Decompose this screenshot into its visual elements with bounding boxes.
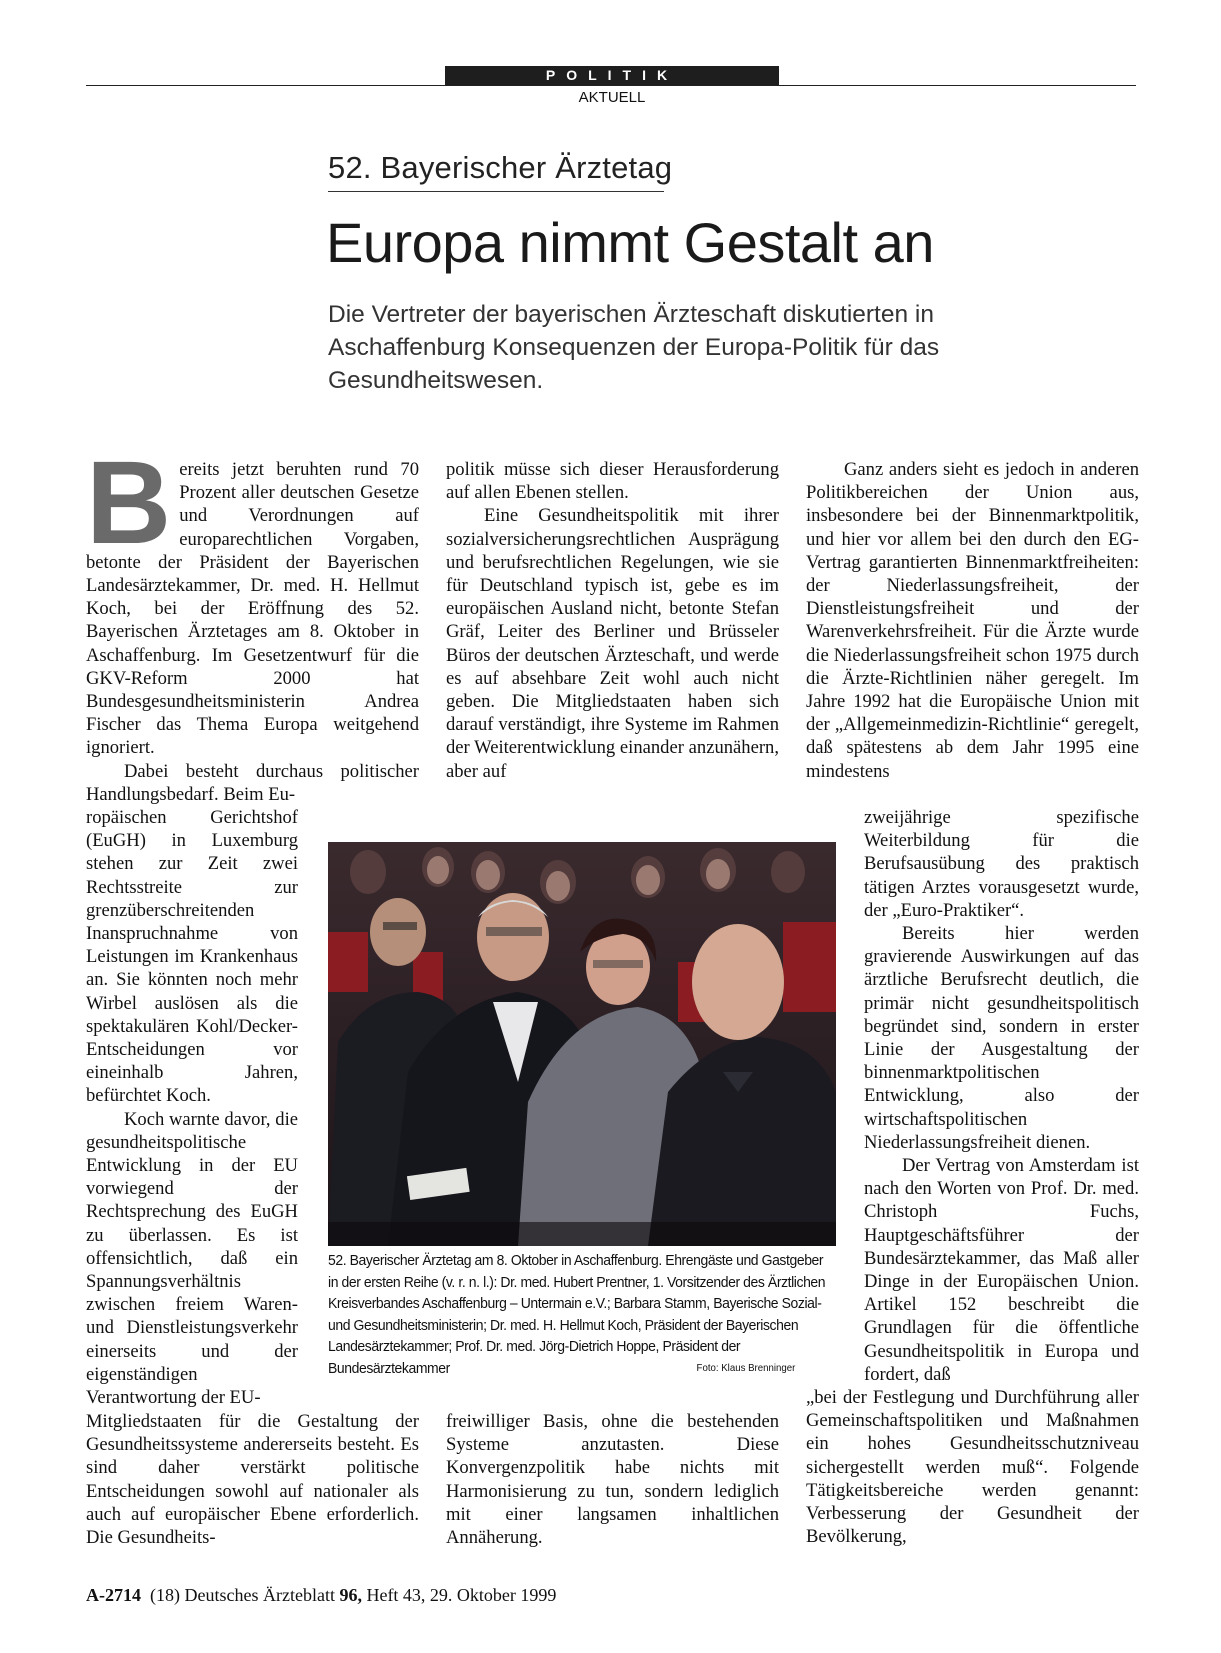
column-1-bottom: [86, 1410, 419, 1549]
journal-volume: 96,: [339, 1585, 362, 1605]
column-1-top: [86, 437, 419, 806]
paragraph: Der Vertrag von Amsterdam ist nach den Worten von Prof. Dr. med. Christoph Fuchs, Hauptgeschäftsführer der Bundesärztekammer, das Maß aller Dinge in der Europäischen Union. Artikel 152 beschreibt die Grundlagen für die öffentliche Gesundheitspolitik in Europa und fordert, daß: [864, 1155, 1139, 1385]
photo-caption: [328, 1250, 826, 1379]
article-deck: Die Vertreter der bayerischen Ärzteschaft diskutierten in Aschaffenburg Konsequenzen der Europa-Politik für das Gesundheitswesen.: [328, 301, 940, 394]
page-footer: [86, 1585, 556, 1606]
paragraph: Bereits hier werden gravierende Auswirkungen auf das ärztliche Berufsrecht deutlich, die primär nicht gesundheitspolitisch begründet sind, sondern in erster Linie der Ausgestaltung der binnenmarktpolitischen Entwicklung, also der wirtschaftspolitischen Niederlassungsfreiheit dienen.: [864, 923, 1139, 1153]
article-headline: Europa nimmt Gestalt an: [326, 211, 934, 274]
page-index: (18): [150, 1585, 180, 1605]
column-2-top: [446, 458, 779, 783]
paragraph: freiwilliger Basis, ohne die bestehenden Systeme anzutasten. Diese Konvergenzpolitik habe nichts mit Harmonisierung zu tun, sondern lediglich mit einer langsamen inhaltlichen Annäherung.: [446, 1411, 779, 1549]
paragraph: „bei der Festlegung und Durchführung aller Gemeinschaftspolitiken und Maßnahmen ein hohes Gesundheitsschutzniveau sichergestellt werden muß“. Folgende Tätigkeitsbereiche werden genannt: Verbesserung der Gesundheit der Bevölkerung,: [806, 1387, 1139, 1548]
drop-cap: B: [86, 437, 172, 569]
photo-credit: Foto: Klaus Brenninger: [696, 1361, 796, 1374]
column-3-middle: [864, 806, 1139, 1386]
paragraph: Dabei besteht durchaus politischer Handlungsbedarf. Beim Eu-: [86, 760, 419, 805]
audience-photo-illustration: [328, 842, 836, 1246]
header-rule: [86, 85, 1136, 86]
column-3-top: [806, 458, 1139, 783]
article-kicker: 52. Bayerischer Ärztetag: [328, 150, 673, 185]
paragraph: Koch warnte davor, die gesundheitspolitische Entwicklung in der EU vorwiegend der Rechtsprechung des EuGH zu überlassen. Es ist offensichtlich, daß ein Spannungsverhältnis zwischen freiem Waren- und Dienstleistungsverkehr einerseits und der eigenständigen Verantwortung der EU-: [86, 1108, 298, 1409]
subsection-label: AKTUELL: [578, 89, 646, 106]
paragraph: Ganz anders sieht es jedoch in anderen Politikbereichen der Union aus, insbesondere bei der Binnenmarktpolitik, und hier vor allem bei den durch den EG-Vertrag garantierten Binnenmarktfreiheiten: der Niederlassungsfreiheit, der Dienstleistungsfreiheit und der Warenverkehrsfreiheit. Für die Ärzte wurde die Niederlassungsfreiheit schon 1975 durch die Ärzte-Richtlinien näher geregelt. Im Jahre 1992 hat die Europäische Union mit der „Allgemeinmedizin-Richtlinie“ geregelt, daß spätestens ab dem Jahr 1995 eine mindestens: [806, 459, 1139, 782]
column-2-bottom: [446, 1410, 779, 1549]
column-3-bottom: [806, 1386, 1139, 1548]
article-photo: [328, 842, 836, 1246]
paragraph: Mitgliedstaaten für die Gestaltung der Gesundheitssysteme andererseits besteht. Es sind daher verstärkt politische Entscheidungen sowohl auf nationaler als auch auf europäischer Ebene erforderlich. Die Gesundheits-: [86, 1411, 419, 1549]
paragraph: ropäischen Gerichtshof (EuGH) in Luxemburg stehen zur Zeit zwei Rechtsstreite zur grenzüberschreitenden Inanspruchnahme von Leistungen im Krankenhaus an. Sie könnten noch mehr Wirbel auslösen als die spektakulären Kohl/Decker-Entscheidungen vor eineinhalb Jahren, befürchtet Koch.: [86, 807, 298, 1107]
paragraph: Eine Gesundheitspolitik mit ihrer sozialversicherungsrechtlichen Ausprägung und berufsrechtlichen Regelungen, wie sie für Deutschland typisch ist, gebe es im europäischen Ausland nicht, betonte Stefan Gräf, Leiter des Berliner und Brüsseler Büros der deutschen Ärzteschaft, und werde es auf absehbare Zeit wohl auch nicht geben. Die Mitgliedstaaten haben sich darauf verständigt, ihre Systeme im Rahmen der Weiterentwicklung einander anzunähern, aber auf: [446, 505, 779, 782]
journal-issue: Heft 43, 29. Oktober 1999: [366, 1585, 557, 1605]
paragraph: zweijährige spezifische Weiterbildung für die Berufsausübung des praktisch tätigen Arztes vorausgesetzt wurde, der „Euro-Praktiker“.: [864, 807, 1139, 921]
section-label: POLITIK: [445, 66, 779, 85]
page-number: A-2714: [86, 1585, 141, 1605]
caption-text: 52. Bayerischer Ärztetag am 8. Oktober in Aschaffenburg. Ehrengäste und Gastgeber in der ersten Reihe (v. r. n. l.): Dr. med. Hubert Prentner, 1. Vorsitzender des Ärztlichen Kreisverbandes Aschaffenburg – Untermain e.V.; Barbara Stamm, Bayerische Sozial- und Gesundheitsministerin; Dr. med. H. Hellmut Koch, Präsident der Bayerischen Landesärztekammer; Prof. Dr. med. Jörg-Dietrich Hoppe, Präsident der Bundesärztekammer: [328, 1252, 826, 1377]
paragraph: politik müsse sich dieser Herausforderung auf allen Ebenen stellen.: [446, 459, 779, 504]
kicker-underline: [328, 191, 664, 192]
column-1-middle: [86, 806, 298, 1409]
journal-name: Deutsches Ärzteblatt: [184, 1585, 335, 1605]
paragraph: ereits jetzt beruhten rund 70 Prozent aller deutschen Gesetze und Verordnungen auf europarechtlichen Vorgaben, betonte der Präsident der Bayerischen Landesärztekammer, Dr. med. H. Hellmut Koch, bei der Eröffnung des 52. Bayerischen Ärztetages am 8. Oktober in Aschaffenburg. Im Gesetzentwurf für die GKV-Reform 2000 hat Bundesgesundheitsministerin Andrea Fischer das Thema Europa weitgehend ignoriert.: [86, 459, 419, 759]
